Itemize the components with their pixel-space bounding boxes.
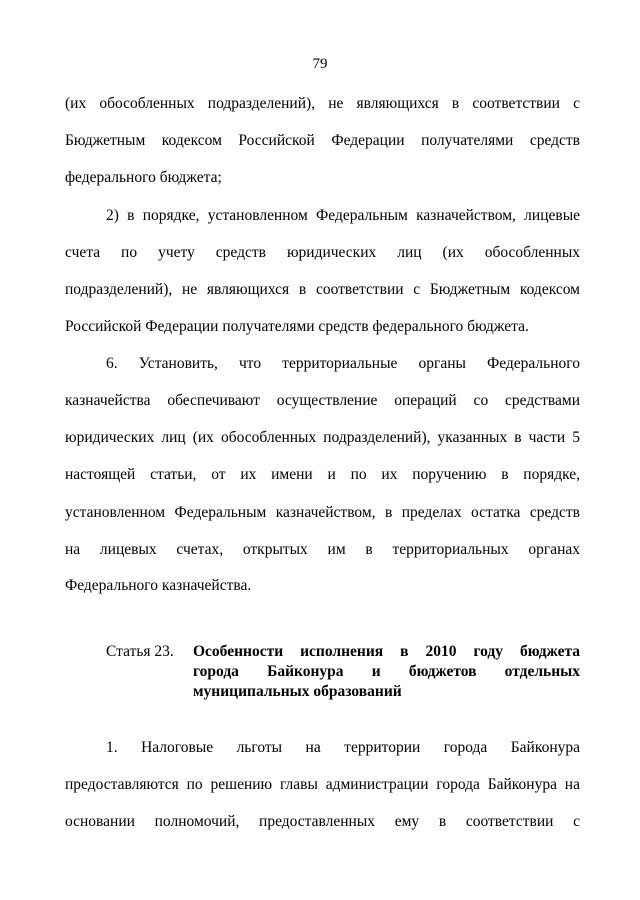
text-line: 1. Налоговые льготы на территории города Байконура	[106, 739, 580, 756]
article-label: Статья 23.	[106, 643, 174, 660]
text-line: (их обособленных подразделений), не являющихся в соответствии с	[65, 95, 580, 112]
text-line: юридических лиц (их обособленных подразделений), указанных в части 5	[65, 429, 580, 446]
article-title-line: города Байконура и бюджетов отдельных	[193, 663, 580, 680]
text-line: счета по учету средств юридических лиц (их обособленных	[65, 244, 580, 261]
text-line: 6. Установить, что территориальные органы Федерального	[106, 355, 580, 372]
text-line: 2) в порядке, установленном Федеральным казначейством, лицевые	[106, 207, 580, 224]
text-line: на лицевых счетах, открытых им в территориальных органах	[65, 541, 580, 558]
article-title-line: Особенности исполнения в 2010 году бюджета	[193, 643, 580, 660]
article-title-line: муниципальных образований	[193, 683, 402, 700]
text-line: казначейства обеспечивают осуществление операций со средствами	[65, 392, 580, 409]
text-line: основании полномочий, предоставленных ему в соответствии с	[65, 813, 580, 830]
text-line: Российской Федерации получателями средств федерального бюджета.	[65, 318, 529, 335]
text-line: подразделений), не являющихся в соответствии с Бюджетным кодексом	[65, 281, 580, 298]
text-line: установленном Федеральным казначейством, в пределах остатка средств	[65, 504, 580, 521]
text-line: федерального бюджета;	[65, 169, 222, 186]
text-line: предоставляются по решению главы администрации города Байконура на	[65, 776, 580, 793]
text-line: настоящей статьи, от их имени и по их поручению в порядке,	[65, 466, 580, 483]
text-line: Бюджетным кодексом Российской Федерации получателями средств	[65, 132, 580, 149]
text-line: Федерального казначейства.	[65, 577, 252, 594]
page-number: 79	[312, 56, 328, 72]
